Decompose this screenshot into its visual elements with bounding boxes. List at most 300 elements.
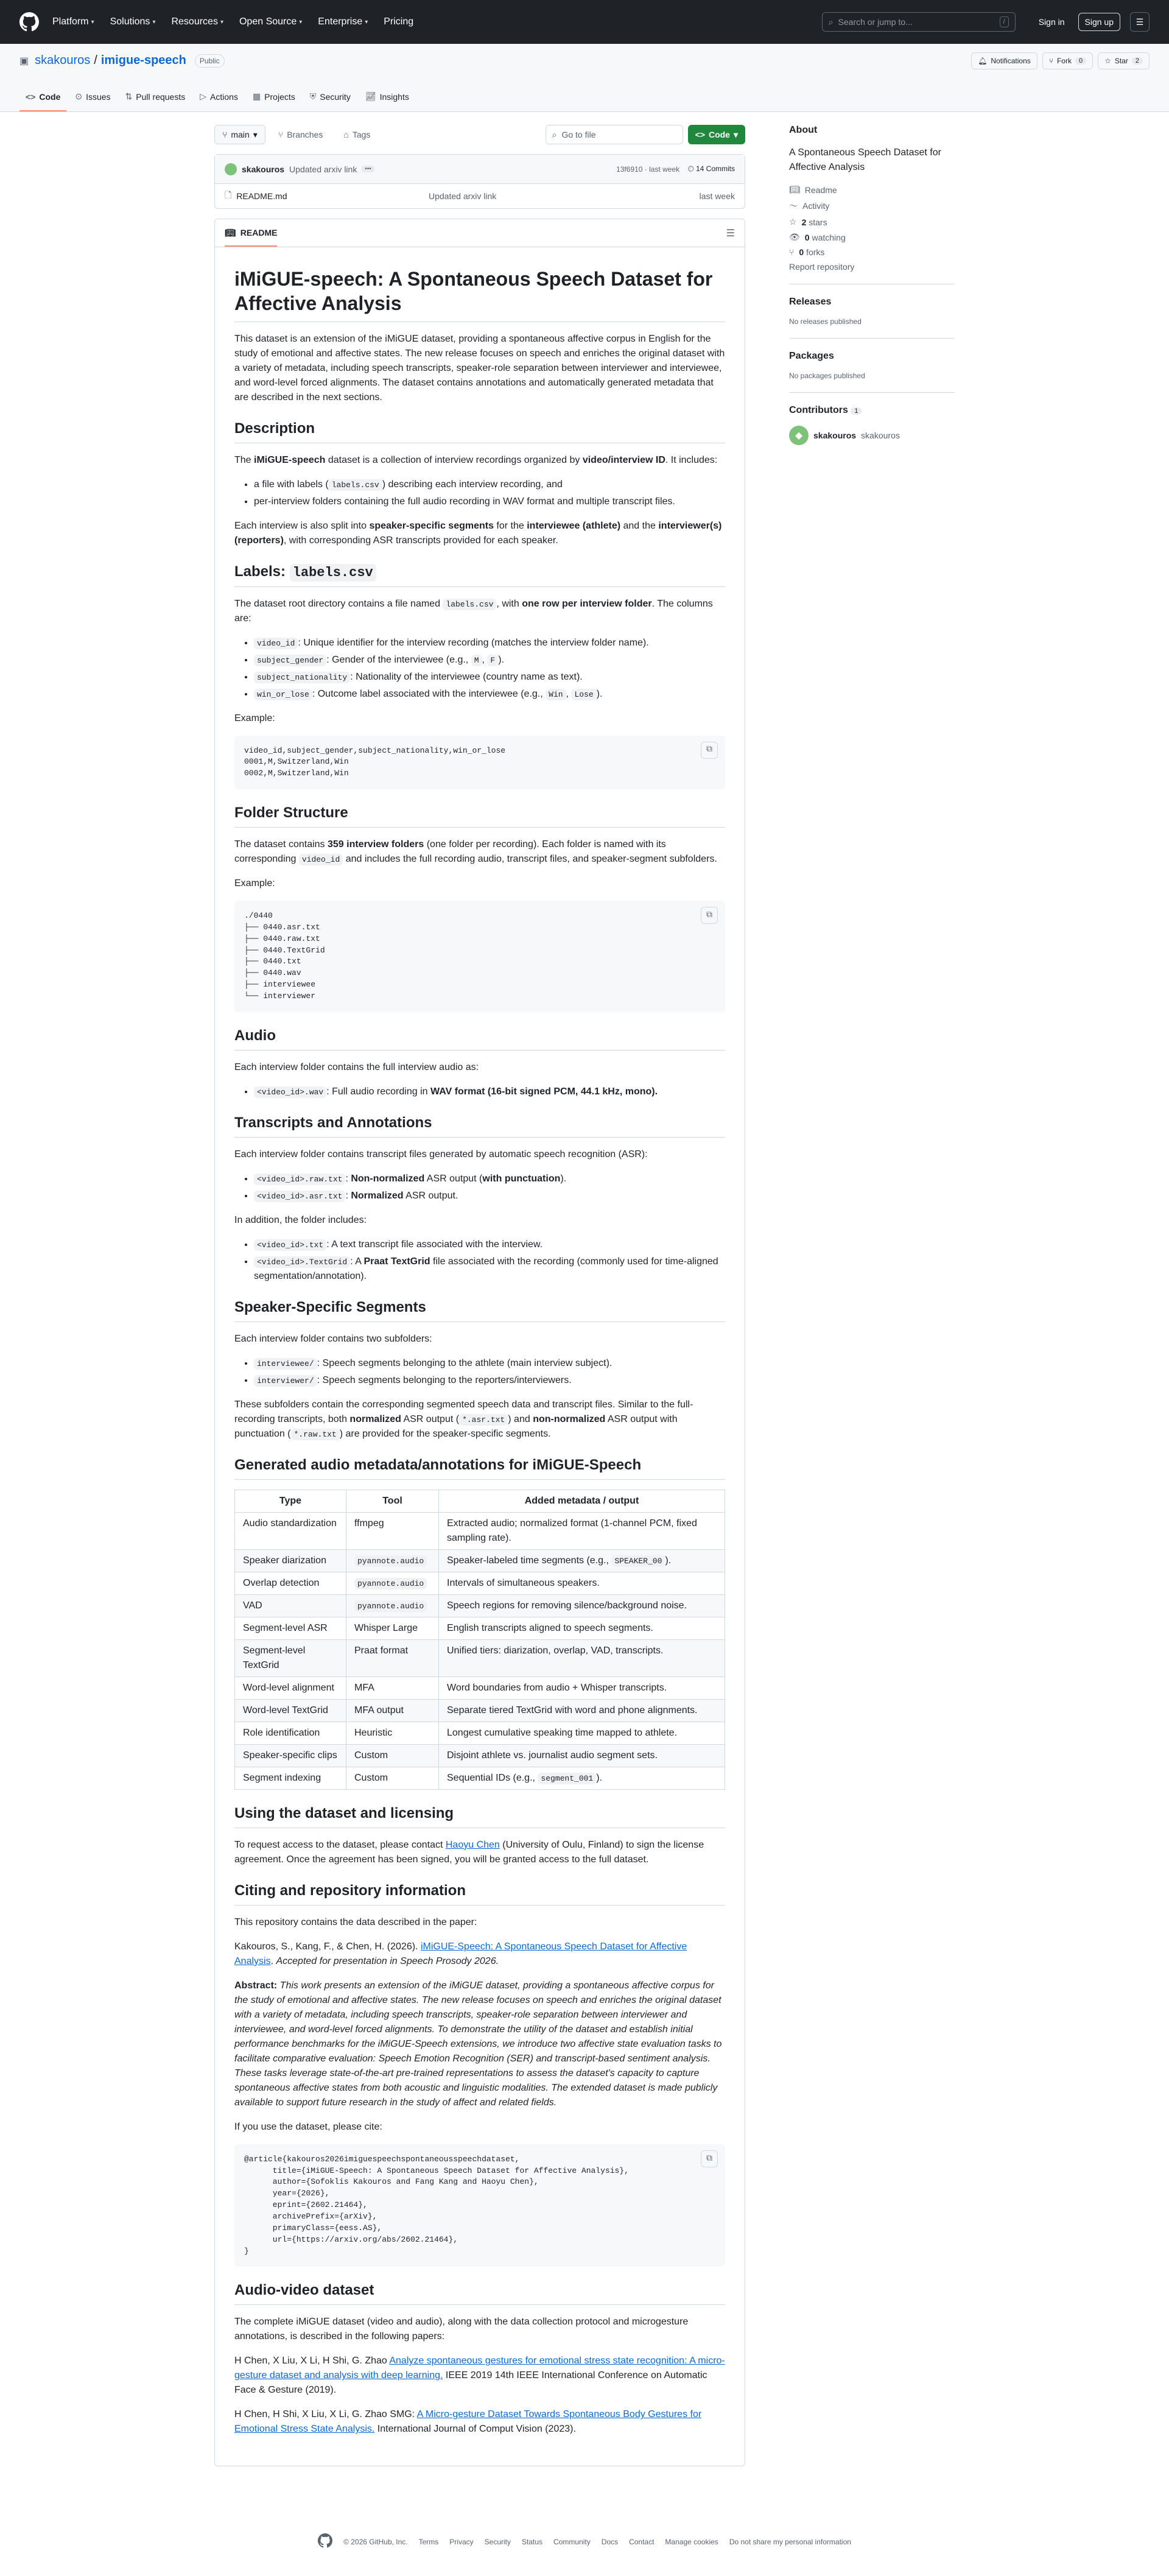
table-row — [235, 1617, 725, 1639]
text: Extracted audio; normalized format (1-channel PCM, fixed sampling rate). — [447, 1518, 697, 1543]
stars-count: 2 — [801, 217, 807, 227]
table-header-row — [235, 1490, 725, 1512]
cell-output — [439, 1677, 725, 1699]
copyright: © 2026 GitHub, Inc. — [343, 2537, 408, 2546]
copy-icon[interactable]: ⧉ — [701, 742, 718, 759]
fork-icon: ⑂ — [789, 247, 795, 257]
text: and the — [620, 521, 659, 531]
text: Disjoint athlete vs. journalist audio segment sets. — [447, 1750, 658, 1761]
text: : Full audio recording in — [326, 1086, 430, 1097]
book-icon: 📖︎ — [225, 227, 236, 238]
commit-message[interactable]: Updated arxiv link — [289, 164, 357, 174]
cell-type: Word-level TextGrid — [235, 1699, 346, 1722]
file-name[interactable]: README.md — [236, 191, 287, 201]
list-item — [254, 1172, 725, 1186]
list-item — [254, 477, 725, 492]
inline-code: labels.csv — [290, 564, 376, 582]
text: a file with labels ( — [254, 479, 329, 490]
cell-tool — [346, 1699, 439, 1722]
cell-type: Role identification — [235, 1722, 346, 1744]
bell-icon: 🔔︎ — [978, 57, 988, 65]
list-item — [254, 1255, 725, 1284]
text: Longest cumulative speaking time mapped to athlete. — [447, 1727, 678, 1738]
repo-name-link[interactable]: imigue-speech — [100, 54, 186, 67]
commits-link[interactable] — [688, 164, 735, 174]
readme-link[interactable] — [789, 185, 955, 195]
branch-name: main — [231, 130, 250, 139]
text: . It includes: — [665, 455, 718, 465]
repo-icon: ▣ — [19, 55, 29, 66]
play-icon: ▷ — [200, 91, 207, 101]
nav-resources[interactable] — [171, 16, 223, 27]
repo-header — [0, 44, 1169, 112]
text: , with corresponding ASR transcripts provided for each speaker. — [283, 535, 558, 546]
code-text: video_id,subject_gender,subject_nationality,win_or_lose 0001,M,Switzerland,Win 0002,M,Switzerland,Win — [244, 745, 506, 778]
text: ) describing each interview recording, and — [382, 479, 563, 490]
column-header: Tool — [346, 1490, 439, 1512]
audio-list — [254, 1085, 725, 1099]
branch-icon: ⑂ — [222, 130, 228, 139]
text: : Speech segments belonging to the reporters/interviewers. — [317, 1374, 572, 1385]
tab-pull-requests[interactable] — [119, 86, 192, 111]
tag-icon: ⌂ — [343, 130, 349, 139]
text: Non-normalized — [351, 1173, 425, 1184]
path-separator: / — [94, 54, 97, 67]
cell-output — [439, 1767, 725, 1789]
inline-code: win_or_lose — [254, 689, 312, 700]
description-paragraph — [234, 453, 725, 468]
commits-count: 14 Commits — [695, 164, 735, 173]
example-label: Example: — [234, 713, 275, 723]
text: ). — [596, 1772, 603, 1783]
commit-hash[interactable]: 13f6910 · last week — [616, 164, 680, 174]
nav-solutions[interactable] — [110, 16, 156, 27]
book-icon: 📖︎ — [789, 185, 800, 194]
segments-intro: Each interview folder contains two subfolders: — [234, 1333, 432, 1344]
notifications-label: Notifications — [991, 57, 1031, 65]
inline-code: <video_id>.TextGrid — [254, 1256, 350, 1268]
search-placeholder: Search or jump to... — [838, 17, 913, 27]
pulse-icon: 〜 — [789, 201, 798, 211]
fork-count: 0 — [1075, 57, 1086, 65]
table-row — [235, 1722, 725, 1744]
inline-code: <video_id>.txt — [254, 1239, 326, 1251]
text: Heuristic — [354, 1727, 393, 1738]
text: video/interview ID — [582, 455, 665, 465]
text: ). — [651, 1086, 658, 1097]
sidebar — [789, 125, 955, 445]
text: : Outcome label associated with the interviewee (e.g., — [312, 688, 546, 699]
table-row — [235, 1512, 725, 1549]
nav-platform[interactable] — [52, 16, 94, 27]
go-to-file-input[interactable] — [546, 125, 683, 144]
text: ASR output. — [403, 1190, 458, 1201]
text: Abstract: — [234, 1980, 278, 1991]
table-body — [235, 1512, 725, 1789]
issue-icon: ⊙ — [75, 91, 83, 101]
list-item — [254, 636, 725, 650]
cell-type: VAD — [235, 1594, 346, 1617]
commit-author[interactable]: skakouros — [242, 164, 285, 174]
footer-link-security[interactable]: Security — [484, 2537, 511, 2546]
text: To request access to the dataset, please contact — [234, 1839, 446, 1850]
text: : A — [350, 1256, 364, 1267]
text: Kakouros, S., Kang, F., & Chen, H. (2026). — [234, 1941, 421, 1952]
cell-output — [439, 1549, 725, 1572]
citing-intro: This repository contains the data described in the paper: — [234, 1916, 477, 1927]
text: . The columns are: — [234, 598, 713, 624]
text: Separate tiered TextGrid with word and phone alignments. — [447, 1705, 698, 1716]
nav-pricing[interactable] — [384, 16, 413, 27]
repo-owner-link[interactable]: skakouros — [35, 54, 91, 67]
cell-type: Segment indexing — [235, 1767, 346, 1789]
forks-link[interactable] — [789, 247, 955, 257]
text: , — [566, 688, 572, 699]
nav-label: Pricing — [384, 16, 414, 27]
file-icon: 🗋︎ — [225, 190, 232, 200]
list-item — [254, 1356, 725, 1371]
main-column — [214, 125, 745, 2466]
av-reference-2 — [234, 2407, 725, 2437]
text: : Gender of the interviewee (e.g., — [326, 654, 471, 665]
text: Speech regions for removing silence/background noise. — [447, 1600, 687, 1611]
text: The dataset contains — [234, 839, 328, 850]
sign-up-button[interactable]: Sign up — [1078, 13, 1120, 31]
tags-label: Tags — [352, 130, 371, 139]
inline-code: pyannote.audio — [354, 1600, 427, 1612]
forks-count: 0 — [799, 247, 804, 257]
text: and includes the full recording audio, transcript files, and speaker-segment subfolders. — [343, 854, 717, 865]
cell-tool — [346, 1572, 439, 1594]
text: : — [345, 1190, 351, 1201]
footer-link-contact[interactable]: Contact — [629, 2537, 655, 2546]
cell-tool — [346, 1512, 439, 1549]
text: , with — [496, 598, 522, 609]
search-shortcut-badge: / — [1000, 16, 1009, 27]
labels-paragraph — [234, 597, 725, 626]
paper-link[interactable]: iMiGUE-Speech: A Spontaneous Speech Dataset for Affective Analysis — [234, 1941, 687, 1966]
contact-link[interactable]: Haoyu Chen — [445, 1839, 500, 1850]
text: Each interview is also split into — [234, 521, 370, 531]
fork-label: Fork — [1056, 57, 1072, 65]
text: IEEE 2019 14th IEEE International Conference on Automatic Face & Gesture (2019). — [234, 2370, 707, 2396]
readme-title: iMiGUE-speech: A Spontaneous Speech Dataset for Affective Analysis — [234, 267, 725, 322]
link-label: watching — [812, 232, 846, 242]
code-icon: <> — [26, 91, 36, 102]
inline-code: M — [471, 655, 482, 666]
nav-label: Resources — [171, 16, 218, 27]
cell-output — [439, 1572, 725, 1594]
inline-code: interviewee/ — [254, 1358, 317, 1370]
text: ). — [665, 1555, 672, 1566]
link-label: Activity — [802, 201, 830, 211]
cell-type: Speaker-specific clips — [235, 1744, 346, 1767]
search-icon: ⌕ — [828, 16, 834, 27]
contributors-heading[interactable] — [789, 405, 955, 416]
readme-tab[interactable] — [225, 220, 277, 247]
star-count: 2 — [1132, 57, 1143, 65]
code-block — [234, 736, 725, 790]
text: Custom — [354, 1772, 388, 1783]
paper-reference — [234, 1940, 725, 1969]
tags-link[interactable] — [335, 125, 378, 144]
text: ). — [596, 688, 603, 699]
code-button[interactable] — [688, 125, 745, 144]
text: Sequential IDs (e.g., — [447, 1772, 538, 1783]
heading-audio-video: Audio-video dataset — [234, 2281, 725, 2305]
text: for the — [493, 521, 527, 531]
go-to-file-placeholder: Go to file — [561, 130, 596, 139]
tab-security[interactable] — [304, 86, 357, 111]
footer-link-privacy[interactable]: Privacy — [449, 2537, 474, 2546]
link-label: Readme — [804, 185, 837, 195]
search-input[interactable] — [822, 12, 1016, 32]
inline-code: <video_id>.wav — [254, 1086, 326, 1098]
readme-panel — [214, 219, 745, 2466]
cell-tool — [346, 1594, 439, 1617]
list-item — [254, 670, 725, 684]
text: H Chen, H Shi, X Liu, X Li, G. Zhao SMG: — [234, 2409, 417, 2420]
releases-heading[interactable]: Releases — [789, 297, 832, 307]
text: , — [482, 654, 488, 665]
cell-type: Segment-level TextGrid — [235, 1639, 346, 1677]
list-item: • per-interview folders containing the full audio recording in WAV format and multiple transcript files. — [254, 494, 725, 509]
stars-link[interactable] — [789, 217, 955, 227]
segments-paragraph — [234, 519, 725, 548]
transcripts-list-2 — [254, 1237, 725, 1284]
code-button-label: Code — [708, 130, 730, 139]
licensing-paragraph — [234, 1838, 725, 1867]
branches-link[interactable] — [270, 125, 331, 144]
text: : Speech segments belonging to the athlete (main interview subject). — [317, 1357, 613, 1368]
inline-code: Lose — [571, 689, 596, 700]
inline-code: pyannote.audio — [354, 1578, 427, 1589]
graph-icon: 📈︎ — [365, 91, 376, 101]
heading-licensing: Using the dataset and licensing — [234, 1804, 725, 1828]
list-item — [254, 1373, 725, 1388]
report-repository-link[interactable] — [789, 262, 955, 272]
table-row — [235, 1639, 725, 1677]
table-row — [235, 1594, 725, 1617]
notifications-button[interactable] — [971, 52, 1037, 69]
inline-code: Win — [546, 689, 566, 700]
about-section — [789, 125, 955, 284]
cell-output — [439, 1744, 725, 1767]
text: : Nationality of the interviewee (country name as text). — [350, 671, 583, 682]
fork-button[interactable] — [1042, 52, 1093, 69]
file-navigation — [214, 125, 745, 144]
paper-link[interactable]: Analyze spontaneous gestures for emotional stress state recognition: A micro-gesture dataset and analysis with deep learning. — [234, 2356, 725, 2381]
footer-link-community[interactable]: Community — [553, 2537, 591, 2546]
contributor-name: skakouros — [861, 431, 900, 440]
heading-transcripts: Transcripts and Annotations — [234, 1114, 725, 1138]
tab-issues[interactable] — [69, 86, 116, 111]
text: Contributors — [789, 405, 848, 415]
outline-icon[interactable]: ☰ — [726, 228, 735, 239]
inline-code: segment_001 — [538, 1773, 596, 1784]
text: non-normalized — [533, 1413, 606, 1424]
text: ASR output ( — [401, 1413, 460, 1424]
text: interviewer(s) (reporters) — [234, 521, 722, 546]
nav-open-source[interactable] — [239, 16, 302, 27]
code-icon: <> — [695, 130, 705, 139]
activity-link[interactable] — [789, 200, 955, 212]
copy-icon[interactable]: ⧉ — [701, 2150, 718, 2167]
transcripts-list — [254, 1172, 725, 1203]
star-button[interactable] — [1098, 52, 1150, 69]
nav-label: Open Source — [239, 16, 297, 27]
file-list — [214, 154, 745, 209]
text: iMiGUE-speech — [254, 455, 326, 465]
footer-link-status[interactable]: Status — [522, 2537, 543, 2546]
transcripts-paragraph-2: In addition, the folder includes: — [234, 1214, 367, 1225]
code-block — [234, 2144, 725, 2267]
cell-type: Audio standardization — [235, 1512, 346, 1549]
cell-type: Overlap detection — [235, 1572, 346, 1594]
text: Word boundaries from audio + Whisper transcripts. — [447, 1682, 667, 1693]
text: WAV format — [430, 1086, 485, 1097]
list-item — [254, 1085, 725, 1099]
footer — [0, 2533, 1169, 2550]
footer-link-do-not-share[interactable]: Do not share my personal information — [729, 2537, 851, 2546]
cell-output — [439, 1699, 725, 1722]
chevron-down-icon: ▾ — [253, 129, 258, 139]
branch-selector[interactable] — [214, 125, 265, 144]
global-header — [0, 0, 1169, 44]
footer-link-docs[interactable]: Docs — [601, 2537, 619, 2546]
text: Accepted for presentation in Speech Prosody 2026. — [276, 1955, 499, 1966]
visibility-badge: Public — [195, 54, 225, 68]
text: International Journal of Comput Vision (2023). — [374, 2424, 576, 2435]
releases-section — [789, 297, 955, 339]
text: ). — [560, 1173, 567, 1184]
paper-link[interactable]: A Micro-gesture Dataset Towards Spontaneous Body Gestures for Emotional Stress State Analysis. — [234, 2409, 702, 2435]
avatar[interactable]: ◆ — [789, 426, 809, 445]
heading-labels — [234, 563, 725, 587]
readme-tab-label: README — [240, 228, 278, 238]
footer-link-terms[interactable]: Terms — [418, 2537, 439, 2546]
tab-actions[interactable] — [194, 86, 244, 111]
text: dataset is a collection of interview recordings organized by — [325, 455, 583, 465]
nav-enterprise[interactable] — [318, 16, 368, 27]
branch-icon: ⑂ — [278, 130, 284, 139]
column-header: Added metadata / output — [439, 1490, 725, 1512]
file-commit-message[interactable]: Updated arxiv link — [429, 191, 497, 201]
heading-audio: Audio — [234, 1027, 725, 1050]
text: file associated with the recording (commonly used for time-aligned segmentation/annotation). — [254, 1256, 718, 1281]
transcripts-paragraph: Each interview folder contains transcript files generated by automatic speech recognition (ASR): — [234, 1149, 648, 1160]
tab-label: Security — [320, 91, 351, 102]
cell-output — [439, 1512, 725, 1549]
text: 359 interview folders — [327, 839, 424, 850]
metadata-table — [234, 1490, 725, 1790]
tab-code[interactable] — [19, 86, 66, 111]
watching-count: 0 — [804, 232, 810, 242]
menu-icon[interactable]: ☰ — [1130, 12, 1150, 32]
readme-header — [215, 219, 745, 247]
text: Unified tiers: diarization, overlap, VAD, transcripts. — [447, 1645, 664, 1656]
cell-tool — [346, 1767, 439, 1789]
inline-code: labels.csv — [443, 599, 496, 610]
cell-type: Speaker diarization — [235, 1549, 346, 1572]
text: MFA — [354, 1682, 374, 1693]
latest-commit — [215, 155, 745, 184]
description-list — [254, 477, 725, 509]
footer-link-manage-cookies[interactable]: Manage cookies — [665, 2537, 718, 2546]
text: Speaker-labeled time segments (e.g., — [447, 1555, 612, 1566]
tab-projects[interactable] — [247, 86, 301, 111]
code-block — [234, 901, 725, 1012]
abstract-paragraph — [234, 1979, 725, 2110]
table-row — [235, 1677, 725, 1699]
nav-label: Platform — [52, 16, 89, 27]
heading-description: Description — [234, 420, 725, 443]
list-item — [254, 1189, 725, 1203]
ellipsis-icon[interactable]: ••• — [362, 166, 374, 172]
nav-label: Enterprise — [318, 16, 363, 27]
av-reference-1 — [234, 2354, 725, 2398]
text: : A text transcript file associated with the interview. — [326, 1239, 543, 1250]
sign-in-link[interactable]: Sign in — [1038, 17, 1065, 27]
star-label: Star — [1114, 57, 1128, 65]
watching-link[interactable] — [789, 232, 955, 242]
cell-output — [439, 1617, 725, 1639]
text: Custom — [354, 1750, 388, 1761]
text: ) are provided for the speaker-specific segments. — [339, 1428, 551, 1439]
pull-request-icon: ⇅ — [125, 91, 133, 101]
text: ). — [498, 654, 504, 665]
tab-label: Actions — [210, 91, 238, 102]
github-logo-icon[interactable] — [19, 12, 39, 32]
text: Normalized — [351, 1190, 404, 1201]
inline-code: subject_nationality — [254, 672, 350, 683]
text: normalized — [349, 1413, 401, 1424]
table-row — [235, 1744, 725, 1767]
folders-paragraph — [234, 837, 725, 867]
branches-label: Branches — [287, 130, 323, 139]
text: . — [270, 1955, 276, 1966]
audio-paragraph: Each interview folder contains the full interview audio as: — [234, 1061, 479, 1072]
link-label: forks — [806, 247, 825, 257]
no-packages-text: No packages published — [789, 371, 865, 380]
inline-code: SPEAKER_00 — [611, 1555, 665, 1567]
contributors-count: 1 — [851, 407, 862, 415]
intro-paragraph: This dataset is an extension of the iMiGUE dataset, providing a spontaneous affective corpus in English for the study of emotional and affective states. The new release focuses on speech and enriches the original dataset with a variety of metadata, including speech transcripts, speaker-role separation between interviewer and interviewee, and word-level forced alignments. The dataset contains annotations and automatically generated metadata that are described in the next sections. — [234, 334, 725, 403]
table-row — [235, 1572, 725, 1594]
table-icon: ▦ — [252, 91, 261, 101]
file-time: last week — [699, 191, 735, 201]
tab-insights[interactable] — [359, 86, 415, 111]
text: 16-bit signed PCM, 44.1 kHz, mono — [491, 1086, 652, 1097]
commit-meta — [616, 164, 735, 174]
copy-icon[interactable]: ⧉ — [701, 907, 718, 924]
packages-section — [789, 351, 955, 393]
contributor-login: skakouros — [813, 431, 857, 440]
avatar[interactable] — [225, 163, 237, 175]
packages-heading[interactable]: Packages — [789, 351, 834, 361]
text: This work presents an extension of the iMiGUE dataset, providing a spontaneous affective corpus for the study of emotional and affective states. The new release focuses on speech and enriches the original dataset with a variety of metadata, including speech transcripts, speaker-role separation between interviewer and interviewee, and word-level forced alignments. To demonstrate the utility of the dataset and establish initial performance benchmarks for the iMiGUE-Speech extensions, we introduce two affective state evaluation tasks to facilitate comparative evaluation: Speech Emotion Recognition (SER) and transcript-based sentiment analysis. These tasks leverage state-of-the-art pre-trained representations to assess the dataset's capacity to capture spontaneous affective states from both acoustic and linguistic modalities. The extended dataset is made publicly available to support future research in the study of affect and related fields. — [234, 1980, 722, 2108]
fork-icon: ⑂ — [1048, 57, 1053, 65]
link-label: Report repository — [789, 262, 855, 272]
tab-label: Pull requests — [136, 91, 186, 102]
inline-code: video_id — [254, 638, 298, 649]
contributor-item[interactable] — [789, 426, 955, 445]
link-label: stars — [809, 217, 827, 227]
text: Praat format — [354, 1645, 409, 1656]
code-text: @article{kakouros2026imiguespeechspontaneousspeechdataset, title={iMiGUE-Speech: A Spontaneous Speech Dataset for Affective Analysis}, author={Sofoklis Kakouros and Fang Kang and Haoyu Chen}, year={2026}, eprint={2602.21464}, archivePrefix={arXiv}, primaryClass={eess.AS}, url={https://arxiv.org/abs/2602.21464}, } — [244, 2154, 629, 2256]
inline-code: F — [487, 655, 498, 666]
list-item[interactable] — [215, 184, 745, 208]
